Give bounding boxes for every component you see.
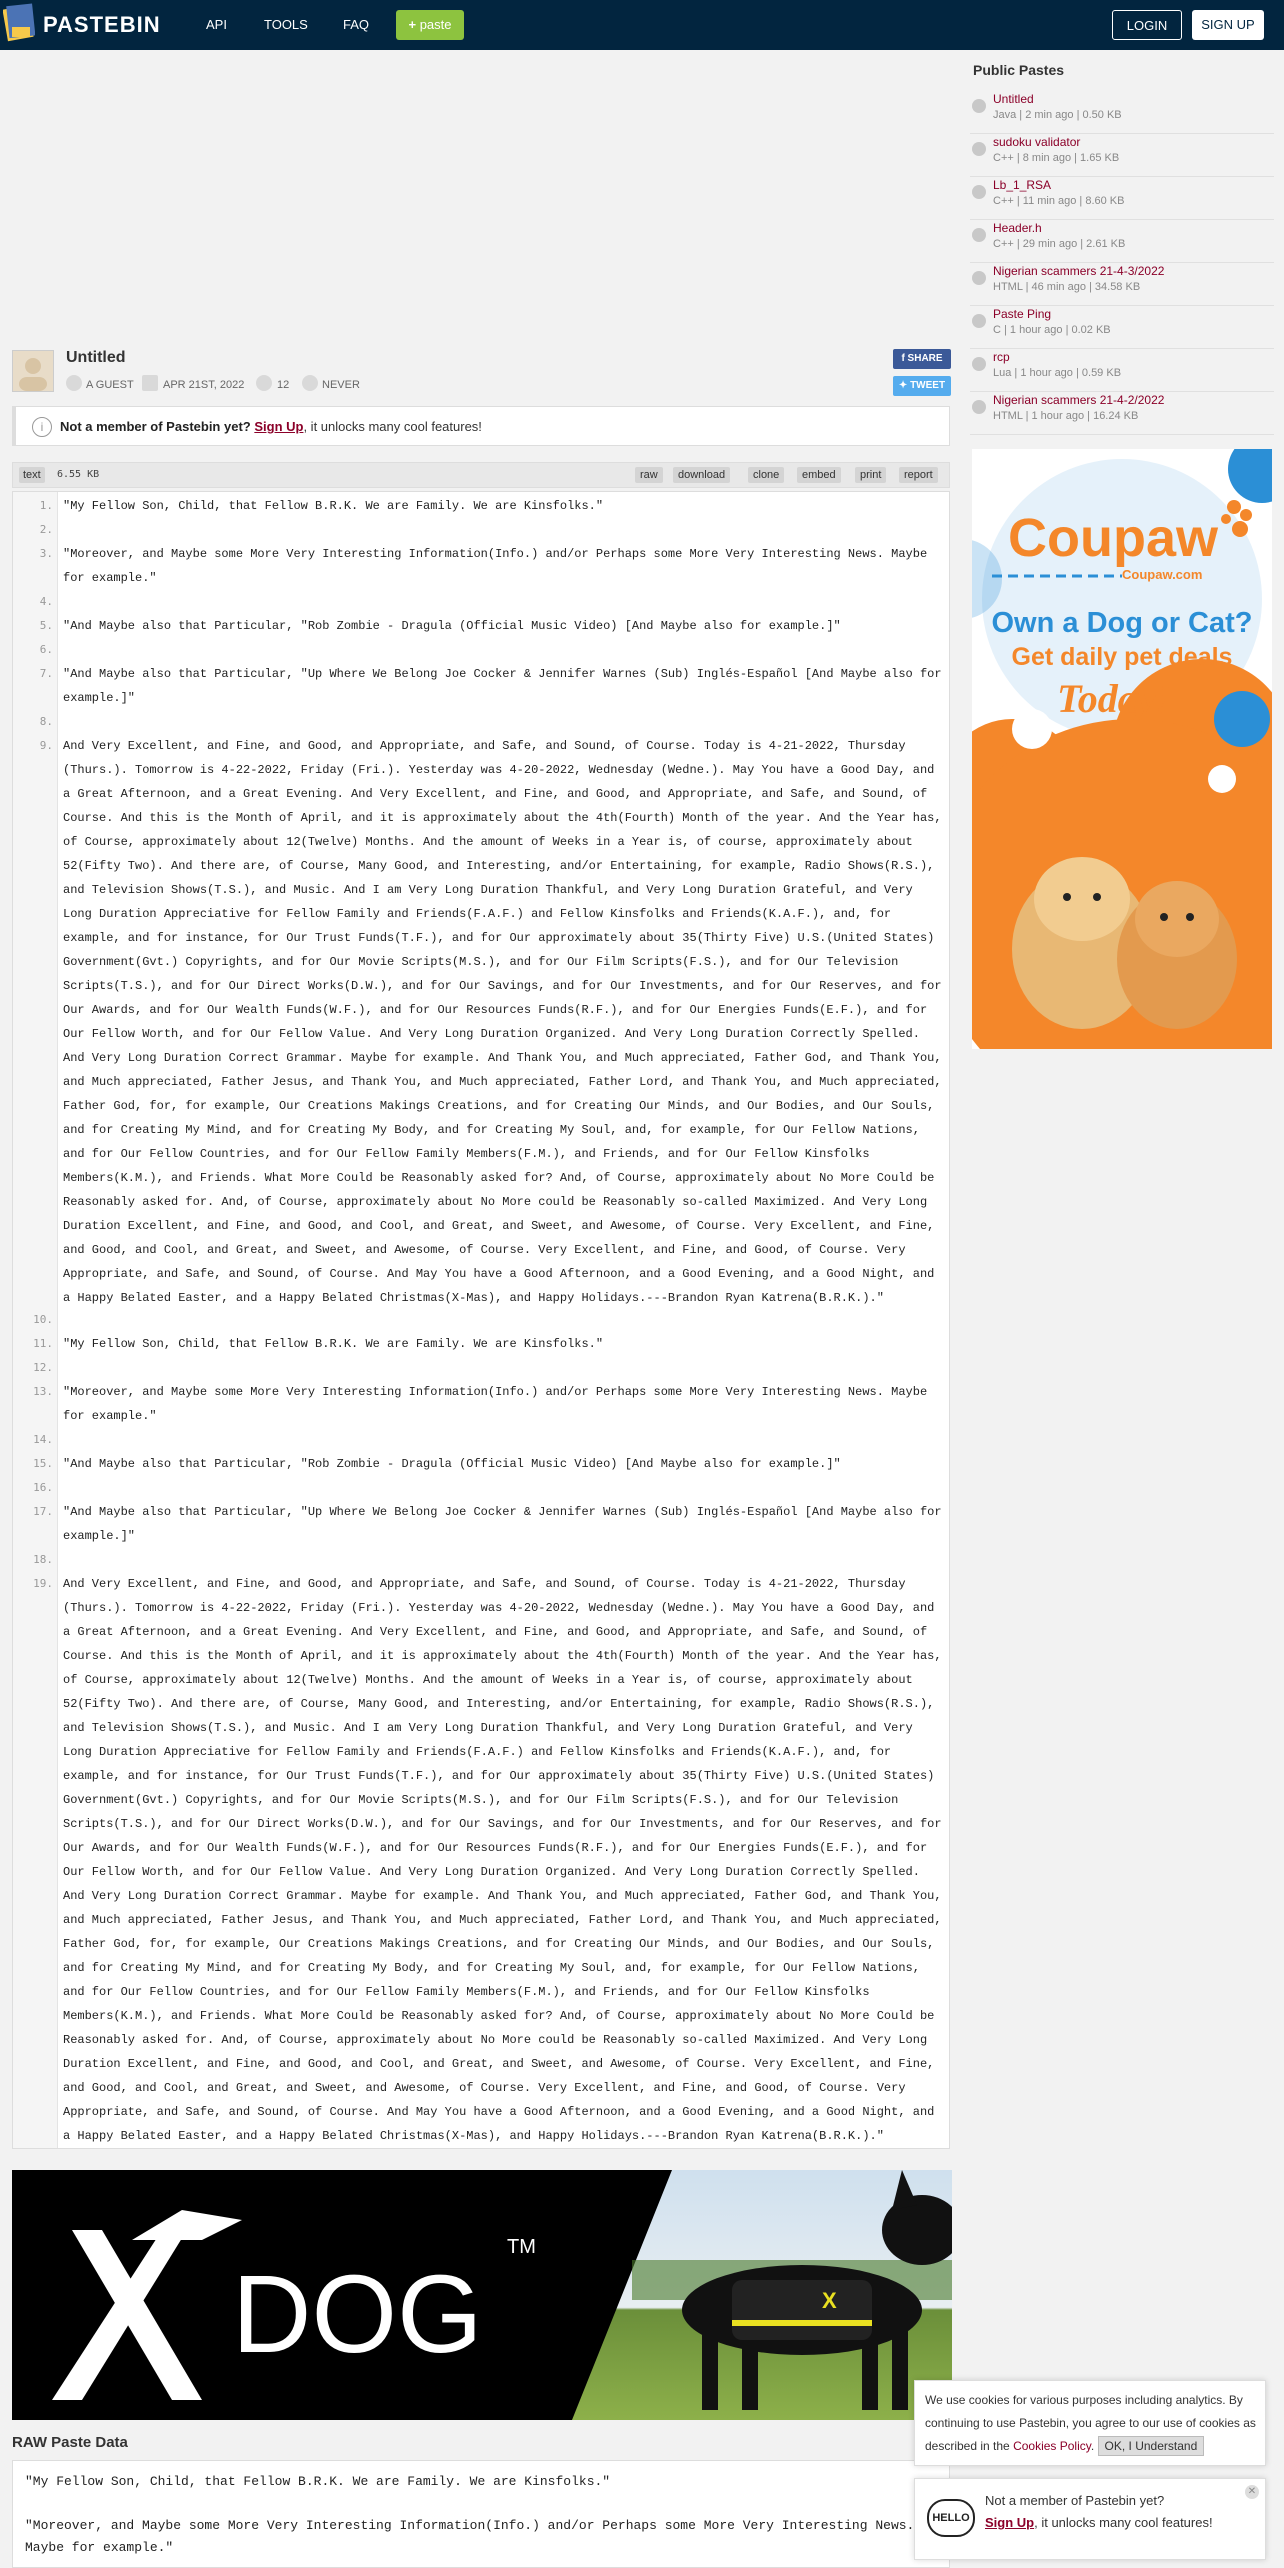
raw-line-1: "My Fellow Son, Child, that Fellow B.R.K. We are Family. We are Kinsfolks."	[25, 2474, 611, 2489]
pastebin-logo-icon[interactable]	[3, 3, 35, 43]
line-number: 2.	[39, 523, 53, 536]
code-view[interactable]	[12, 491, 950, 2149]
member-notice	[12, 406, 950, 446]
xdog-tm-text: TM	[507, 2236, 536, 2258]
line-number: 13.	[33, 1385, 53, 1398]
print-button[interactable]: print	[855, 467, 886, 483]
signup-popup	[914, 2478, 1266, 2560]
calendar-icon	[142, 375, 158, 391]
embed-button[interactable]: embed	[797, 467, 841, 483]
public-paste-item[interactable]	[970, 262, 1274, 306]
public-paste-item[interactable]	[970, 305, 1274, 349]
top-ad-space	[10, 56, 950, 336]
line-content: "And Maybe also that Particular, "Up Where We Belong Joe Cocker & Jennifer Warnes (Sub) Inglés-Español [And Maybe also for example.]"	[63, 667, 949, 705]
public-paste-title[interactable]: sudoku validator	[993, 135, 1081, 149]
public-paste-item[interactable]	[970, 90, 1274, 134]
public-paste-meta: HTML | 1 hour ago | 16.24 KB	[993, 410, 1139, 422]
paste-author[interactable]: A GUEST	[86, 379, 134, 391]
line-number: 7.	[39, 667, 53, 680]
cookie-text: We use cookies for various purposes including analytics. By continuing to use Pastebin, you agree to our use of cookies as described in the Cookies Policy. OK, I Understand	[925, 2389, 1257, 2458]
line-content: "And Maybe also that Particular, "Rob Zombie - Dragula (Official Music Video) [And Maybe also for example.]"	[63, 619, 841, 633]
twitter-icon: ✦	[898, 380, 911, 391]
line-number: 9.	[39, 739, 53, 752]
coupaw-line-1: Own a Dog or Cat?	[991, 607, 1253, 639]
public-paste-meta: C | 1 hour ago | 0.02 KB	[993, 324, 1111, 336]
paste-globe-icon	[972, 185, 986, 199]
line-number: 11.	[33, 1337, 53, 1350]
cookie-ok-button[interactable]: OK, I Understand	[1098, 2436, 1205, 2456]
facebook-icon: f	[901, 353, 908, 364]
share-label: SHARE	[907, 353, 943, 364]
public-paste-meta: Java | 2 min ago | 0.50 KB	[993, 109, 1122, 121]
popup-question: Not a member of Pastebin yet?	[985, 2493, 1165, 2508]
paste-globe-icon	[972, 314, 986, 328]
info-icon: i	[32, 417, 52, 437]
coupaw-ad[interactable]	[972, 449, 1272, 1049]
new-paste-label: paste	[419, 17, 452, 32]
popup-tail: , it unlocks many cool features!	[1034, 2515, 1213, 2530]
top-header	[0, 0, 1284, 50]
line-number: 18.	[33, 1553, 53, 1566]
line-number: 4.	[39, 595, 53, 608]
public-paste-meta: Lua | 1 hour ago | 0.59 KB	[993, 367, 1122, 379]
line-content: And Very Excellent, and Fine, and Good, and Appropriate, and Safe, and Sound, of Course. Today is 4-21-2022, Thursday (Thurs.). Tomorrow is 4-22-2022, Friday (Fri.). Yesterday was 4-20-2022, Wednesday (Wedne.). May You have a Good Day, and a Great Afternoon, and a Great Evening. And Very Excellent, and Fine, and Good, and Appropriate, and Safe, and Sound, of Course. And this is the Month of April, and it is approximately about the 4th(Fourth) Month of the year. And the Year has, of Course, approximately about 12(Twelve) Months. And the amount of Weeks in a Year is, of course, approximately about 52(Fifty Two). And there are, of Course, Many Good, and Interesting, and/or Entertaining, for example, Radio Shows(R.S.), and Television Shows(T.S.), and Music. And I am Very Long Duration Thankful, and Very Long Duration Grateful, and Very Long Duration Appreciative for Fellow Family and Friends(F.A.F.) and Fellow Kinsfolks and Friends(K.A.F.), and, for example, and for instance, for Our Trust Funds(T.F.), and for Our approximately about 35(Thirty Five) U.S.(United States) Government(Gvt.) Copyrights, and for Our Movie Scripts(M.S.), and for Our Film Scripts(F.S.), and for Our Television Scripts(T.S.), and for Our Direct Works(D.W.), and for Our Savings, and for Our Investments, and for Our Reserves, and for Our Awards, and for Our Wealth Funds(W.F.), and for Our Resources Funds(R.F.), and for Our Energies Funds(E.F.), and for Our Fellow Worth, and for Our Fellow Value. And Very Long Duration Organized. And Very Long Duration Correctly Spelled. And Very Long Duration Correct Grammar. Maybe for example. And Thank You, and Much appreciated, Father God, and Thank You, and Much appreciated, Father Jesus, and Thank You, and Much appreciated, Father Lord, and Thank You, and Much appreciated, Father God, for, for example, Our Creations Makings Creations, and for Creating Our Minds, and Our Bodies, and Our Souls, and for Creating My Mind, and for Creating My Body, and for Creating My Soul, and, for example, for Our Fellow Nations, and for Our Fellow Countries, and for Our Fellow Family Members(F.M.), and Friends, and for Our Fellow Kinsfolks Members(K.M.), and Friends. What More Could be Reasonably asked for? And, of Course, approximately about No More Could be Reasonably asked for. And, of Course, approximately about No More could be Reasonably so-called Maximized. And Very Long Duration Excellent, and Fine, and Good, and Cool, and Great, and Sweet, and Awesome, of Course. Very Excellent, and Fine, and Good, and Cool, and Great, and Sweet, and Awesome, of Course. Very Excellent, and Fine, and Good, of Course. Very Appropriate, and Safe, and Sound, of Course. And May You have a Good Afternoon, and a Good Evening, and a Good Night, and a Happy Belated Easter, and a Happy Belated Christmas(X-Mas), and Happy Holidays.---Brandon Ryan Katrena(B.R.K.)."	[63, 1577, 949, 2143]
line-content: "And Maybe also that Particular, "Rob Zombie - Dragula (Official Music Video) [And Maybe also for example.]"	[63, 1457, 841, 1471]
paste-expiry: NEVER	[322, 379, 360, 391]
line-content: "And Maybe also that Particular, "Up Where We Belong Joe Cocker & Jennifer Warnes (Sub) Inglés-Español [And Maybe also for example.]"	[63, 1505, 949, 1543]
raw-paste-textarea[interactable]	[12, 2460, 950, 2568]
paste-title: Untitled	[66, 349, 126, 366]
popup-signup-link[interactable]: Sign Up	[985, 2515, 1035, 2530]
coupaw-domain: Coupaw.com	[1122, 567, 1203, 582]
xdog-ad-banner[interactable]	[12, 2170, 952, 2420]
svg-text:X: X	[822, 2288, 837, 2313]
paste-views: 12	[277, 379, 290, 391]
notice-text	[60, 419, 482, 434]
public-paste-item[interactable]	[970, 176, 1274, 220]
login-button[interactable]: LOGIN	[1112, 10, 1182, 40]
plus-icon: +	[408, 17, 417, 32]
line-content: And Very Excellent, and Fine, and Good, and Appropriate, and Safe, and Sound, of Course. Today is 4-21-2022, Thursday (Thurs.). Tomorrow is 4-22-2022, Friday (Fri.). Yesterday was 4-20-2022, Wednesday (Wedne.). May You have a Good Day, and a Great Afternoon, and a Great Evening. And Very Excellent, and Fine, and Good, and Appropriate, and Safe, and Sound, of Course. And this is the Month of April, and it is approximately about the 4th(Fourth) Month of the year. And the Year has, of Course, approximately about 12(Twelve) Months. And the amount of Weeks in a Year is, of course, approximately about 52(Fifty Two). And there are, of Course, Many Good, and Interesting, and/or Entertaining, for example, Radio Shows(R.S.), and Television Shows(T.S.), and Music. And I am Very Long Duration Thankful, and Very Long Duration Grateful, and Very Long Duration Appreciative for Fellow Family and Friends(F.A.F.) and Fellow Kinsfolks and Friends(K.A.F.), and, for example, and for instance, for Our Trust Funds(T.F.), and for Our approximately about 35(Thirty Five) U.S.(United States) Government(Gvt.) Copyrights, and for Our Movie Scripts(M.S.), and for Our Film Scripts(F.S.), and for Our Television Scripts(T.S.), and for Our Direct Works(D.W.), and for Our Savings, and for Our Investments, and for Our Reserves, and for Our Awards, and for Our Wealth Funds(W.F.), and for Our Resources Funds(R.F.), and for Our Energies Funds(E.F.), and for Our Fellow Worth, and for Our Fellow Value. And Very Long Duration Organized. And Very Long Duration Correctly Spelled. And Very Long Duration Correct Grammar. Maybe for example. And Thank You, and Much appreciated, Father God, and Thank You, and Much appreciated, Father Jesus, and Thank You, and Much appreciated, Father Lord, and Thank You, and Much appreciated, Father God, for, for example, Our Creations Makings Creations, and for Creating Our Minds, and Our Bodies, and Our Souls, and for Creating My Mind, and for Creating My Body, and for Creating My Soul, and, for example, for Our Fellow Nations, and for Our Fellow Countries, and for Our Fellow Family Members(F.M.), and Friends, and for Our Fellow Kinsfolks Members(K.M.), and Friends. What More Could be Reasonably asked for? And, of Course, approximately about No More Could be Reasonably asked for. And, of Course, approximately about No More could be Reasonably so-called Maximized. And Very Long Duration Excellent, and Fine, and Good, and Cool, and Great, and Sweet, and Awesome, of Course. Very Excellent, and Fine, and Good, and Cool, and Great, and Sweet, and Awesome, of Course. Very Excellent, and Fine, and Good, of Course. Very Appropriate, and Safe, and Sound, of Course. And May You have a Good Afternoon, and a Good Evening, and a Good Night, and a Happy Belated Easter, and a Happy Belated Christmas(X-Mas), and Happy Holidays.---Brandon Ryan Katrena(B.R.K.)."	[63, 739, 949, 1305]
line-number: 17.	[33, 1505, 53, 1518]
facebook-share-button[interactable]	[893, 349, 951, 369]
clock-icon	[302, 375, 318, 391]
notice-signup-link[interactable]: Sign Up	[254, 419, 304, 434]
public-paste-meta: C++ | 29 min ago | 2.61 KB	[993, 238, 1126, 250]
close-icon[interactable]: ✕	[1245, 2485, 1259, 2499]
clone-button[interactable]: clone	[748, 467, 784, 483]
avatar	[12, 350, 54, 392]
coupaw-line-3: Today!	[1057, 676, 1172, 721]
eye-icon	[256, 375, 272, 391]
line-content: "My Fellow Son, Child, that Fellow B.R.K. We are Family. We are Kinsfolks."	[63, 499, 604, 513]
line-content: "Moreover, and Maybe some More Very Interesting Information(Info.) and/or Perhaps some More Very Interesting News. Maybe for example."	[63, 1385, 935, 1423]
raw-button[interactable]: raw	[635, 467, 663, 483]
nav-tools[interactable]: TOOLS	[264, 17, 308, 32]
line-number: 6.	[39, 643, 53, 656]
user-icon	[66, 375, 82, 391]
user-avatar-icon	[13, 351, 53, 391]
popup-signup-line	[985, 2515, 1213, 2530]
syntax-badge[interactable]: text	[19, 467, 45, 483]
public-paste-title[interactable]: Untitled	[993, 92, 1034, 106]
line-number: 16.	[33, 1481, 53, 1494]
line-content: "Moreover, and Maybe some More Very Interesting Information(Info.) and/or Perhaps some More Very Interesting News. Maybe for example."	[63, 547, 935, 585]
paste-size: 6.55 KB	[57, 469, 100, 480]
line-number: 5.	[39, 619, 53, 632]
signup-button[interactable]: SIGN UP	[1192, 10, 1264, 40]
brand-name[interactable]: PASTEBIN	[43, 12, 161, 37]
coupaw-line-2: Get daily pet deals	[1011, 643, 1233, 671]
hello-badge-icon: HELLO	[927, 2499, 975, 2537]
public-paste-title[interactable]: Header.h	[993, 221, 1042, 235]
line-number: 19.	[33, 1577, 53, 1590]
report-button[interactable]: report	[899, 467, 938, 483]
line-number: 10.	[33, 1313, 53, 1326]
paste-globe-icon	[972, 142, 986, 156]
public-paste-item[interactable]	[970, 219, 1274, 263]
public-paste-title[interactable]: Nigerian scammers 21-4-3/2022	[993, 264, 1165, 278]
coupaw-brand: Coupaw	[1008, 508, 1218, 568]
raw-paste-title: RAW Paste Data	[12, 2434, 128, 2451]
public-paste-meta: HTML | 46 min ago | 34.58 KB	[993, 281, 1141, 293]
tweet-label: TWEET	[910, 380, 946, 391]
cookie-message: We use cookies for various purposes including analytics. By continuing to use Pastebin, you agree to our use of cookies as described in the	[925, 2393, 1256, 2453]
xdog-brand-text: DOG	[232, 2253, 483, 2376]
paste-globe-icon	[972, 271, 986, 285]
line-number: 3.	[39, 547, 53, 560]
public-pastes-heading: Public Pastes	[973, 62, 1065, 78]
nav-api[interactable]: API	[206, 17, 227, 32]
public-paste-item[interactable]	[970, 348, 1274, 392]
new-paste-button[interactable]	[396, 10, 464, 40]
notice-tail: , it unlocks many cool features!	[303, 419, 482, 434]
line-number: 8.	[39, 715, 53, 728]
twitter-share-button[interactable]	[893, 376, 951, 396]
line-number: 14.	[33, 1433, 53, 1446]
line-number: 15.	[33, 1457, 53, 1470]
paste-date: APR 21ST, 2022	[163, 379, 245, 391]
public-paste-title[interactable]: rcp	[993, 350, 1010, 364]
nav-faq[interactable]: FAQ	[343, 17, 370, 32]
paste-globe-icon	[972, 357, 986, 371]
notice-question: Not a member of Pastebin yet?	[60, 419, 251, 434]
paste-toolbar	[12, 462, 950, 488]
raw-line-2: "Moreover, and Maybe some More Very Interesting Information(Info.) and/or Perhaps some More Very Interesting News. Maybe for example."	[25, 2518, 915, 2555]
download-button[interactable]: download	[673, 467, 730, 483]
public-paste-item[interactable]	[970, 133, 1274, 177]
line-number: 12.	[33, 1361, 53, 1374]
public-paste-title[interactable]: Nigerian scammers 21-4-2/2022	[993, 393, 1165, 407]
cookies-policy-link[interactable]: Cookies Policy	[1013, 2439, 1091, 2453]
public-paste-title[interactable]: Lb_1_RSA	[993, 178, 1052, 192]
public-paste-meta: C++ | 11 min ago | 8.60 KB	[993, 195, 1125, 207]
public-paste-meta: C++ | 8 min ago | 1.65 KB	[993, 152, 1120, 164]
paste-globe-icon	[972, 400, 986, 414]
line-content: "My Fellow Son, Child, that Fellow B.R.K. We are Family. We are Kinsfolks."	[63, 1337, 604, 1351]
line-number: 1.	[39, 499, 53, 512]
paste-globe-icon	[972, 99, 986, 113]
paste-globe-icon	[972, 228, 986, 242]
public-paste-title[interactable]: Paste Ping	[993, 307, 1052, 321]
cookie-banner	[914, 2380, 1266, 2466]
public-paste-item[interactable]	[970, 391, 1274, 435]
